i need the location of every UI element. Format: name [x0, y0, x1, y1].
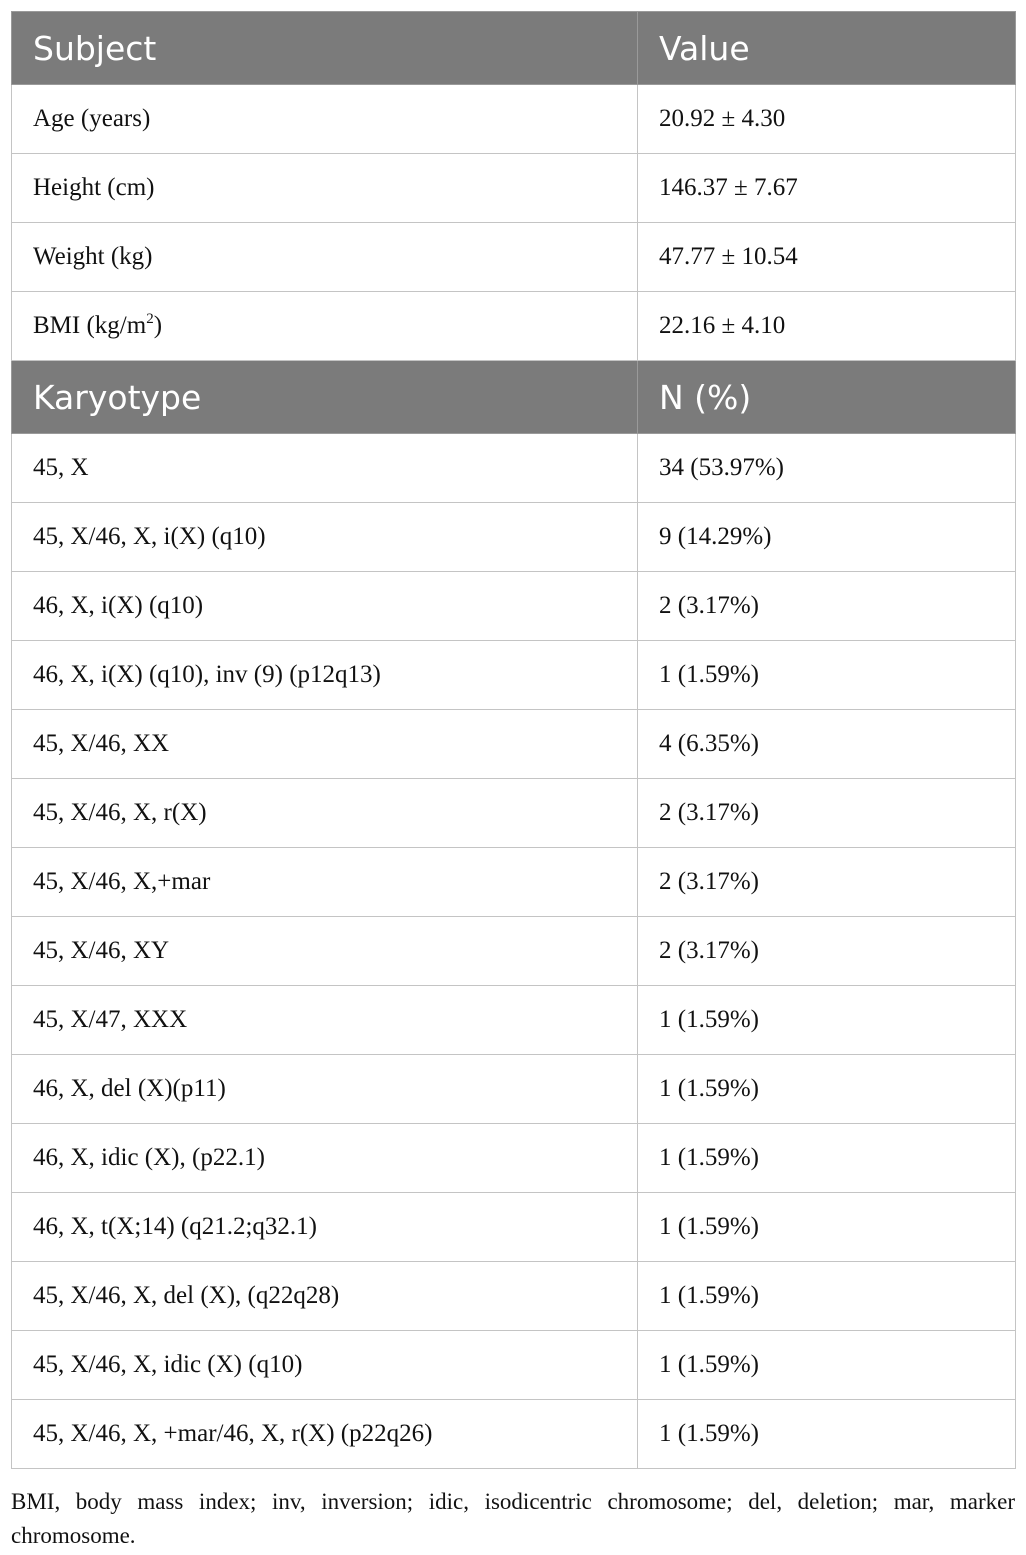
table-row [12, 641, 1016, 710]
data-table-container [11, 11, 1015, 1469]
value-header: Value [638, 12, 1016, 85]
row-value: 2 (3.17%) [638, 917, 1016, 986]
row-value: 2 (3.17%) [638, 779, 1016, 848]
table-row [12, 154, 1016, 223]
row-value: 2 (3.17%) [638, 572, 1016, 641]
table-row [12, 572, 1016, 641]
data-table [11, 11, 1016, 1469]
table-row [12, 986, 1016, 1055]
table-row [12, 779, 1016, 848]
row-label: 45, X [12, 434, 638, 503]
table-row [12, 1262, 1016, 1331]
row-value: 1 (1.59%) [638, 986, 1016, 1055]
n-percent-header: N (%) [638, 361, 1016, 434]
table-footnote: BMI, body mass index; inv, inversion; idic, isodicentric chromosome; del, deletion; mar, marker chromosome. [11, 1489, 1015, 1548]
row-value: 1 (1.59%) [638, 641, 1016, 710]
row-label: 45, X/46, X,+mar [12, 848, 638, 917]
table-row [12, 292, 1016, 361]
table-row [12, 1055, 1016, 1124]
row-value: 1 (1.59%) [638, 1400, 1016, 1469]
table-row [12, 1331, 1016, 1400]
row-label: Weight (kg) [12, 223, 638, 292]
row-label: 46, X, idic (X), (p22.1) [12, 1124, 638, 1193]
row-label: 45, X/46, X, r(X) [12, 779, 638, 848]
table-row [12, 1193, 1016, 1262]
subject-header-row [12, 12, 1016, 85]
karyotype-header: Karyotype [12, 361, 638, 434]
table-row [12, 1400, 1016, 1469]
row-label: 45, X/46, X, idic (X) (q10) [12, 1331, 638, 1400]
table-row [12, 848, 1016, 917]
row-value: 1 (1.59%) [638, 1262, 1016, 1331]
row-value: 1 (1.59%) [638, 1055, 1016, 1124]
table-row [12, 710, 1016, 779]
row-value: 1 (1.59%) [638, 1124, 1016, 1193]
row-value: 47.77 ± 10.54 [638, 223, 1016, 292]
row-value: 1 (1.59%) [638, 1331, 1016, 1400]
row-label: 46, X, i(X) (q10) [12, 572, 638, 641]
row-value: 34 (53.97%) [638, 434, 1016, 503]
row-label: 45, X/46, X, del (X), (q22q28) [12, 1262, 638, 1331]
bmi-label-superscript: 2 [146, 311, 154, 327]
row-value: 146.37 ± 7.67 [638, 154, 1016, 223]
bmi-label-prefix: BMI (kg/m [33, 312, 147, 339]
row-value: 4 (6.35%) [638, 710, 1016, 779]
row-value: 2 (3.17%) [638, 848, 1016, 917]
row-value: 9 (14.29%) [638, 503, 1016, 572]
row-label: 45, X/46, XX [12, 710, 638, 779]
row-label: 45, X/46, X, i(X) (q10) [12, 503, 638, 572]
row-label [12, 292, 638, 361]
table-row [12, 85, 1016, 154]
row-value: 1 (1.59%) [638, 1193, 1016, 1262]
table-row [12, 917, 1016, 986]
row-label: 45, X/46, XY [12, 917, 638, 986]
row-label: Height (cm) [12, 154, 638, 223]
table-row [12, 223, 1016, 292]
row-value: 20.92 ± 4.30 [638, 85, 1016, 154]
karyotype-header-row [12, 361, 1016, 434]
row-label: 46, X, i(X) (q10), inv (9) (p12q13) [12, 641, 638, 710]
table-row [12, 1124, 1016, 1193]
row-label: 45, X/47, XXX [12, 986, 638, 1055]
row-label: 45, X/46, X, +mar/46, X, r(X) (p22q26) [12, 1400, 638, 1469]
table-row [12, 503, 1016, 572]
bmi-label-suffix: ) [153, 312, 163, 339]
row-value: 22.16 ± 4.10 [638, 292, 1016, 361]
table-row [12, 434, 1016, 503]
row-label: Age (years) [12, 85, 638, 154]
row-label: 46, X, del (X)(p11) [12, 1055, 638, 1124]
row-label: 46, X, t(X;14) (q21.2;q32.1) [12, 1193, 638, 1262]
subject-header: Subject [12, 12, 638, 85]
